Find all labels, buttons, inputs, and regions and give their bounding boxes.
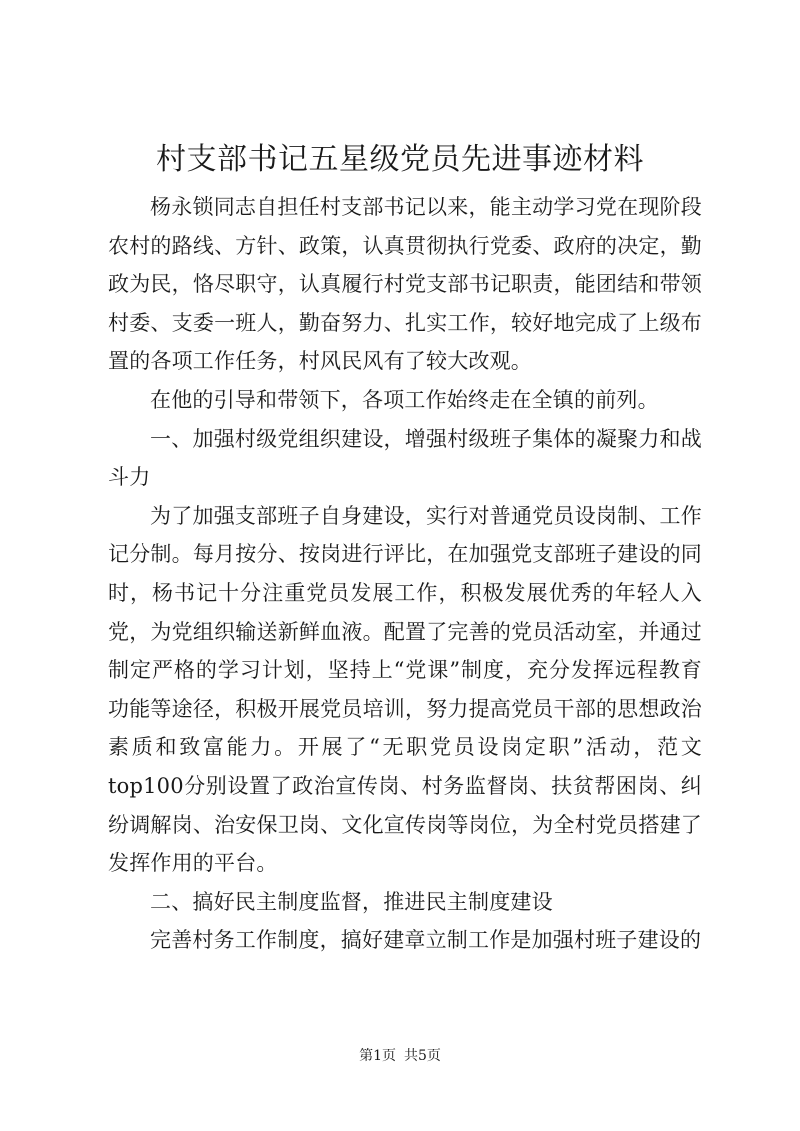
document-title: 村支部书记五星级党员先进事迹材料 <box>156 142 644 177</box>
page-number: 第1页 <box>359 1048 396 1064</box>
paragraph: 杨永锁同志自担任村支部书记以来，能主动学习党在现阶段农村的路线、方针、政策，认真贯彻执行党委、政府的决定，勤政为民，恪尽职守，认真履行村党支部书记职责，能团结和带领村委、支委一班人，勤奋努力、扎实工作，较好地完成了上级布置的各项工作任务，村风民风有了较大改观。 <box>108 195 702 374</box>
page-total: 共5页 <box>404 1048 441 1064</box>
section-heading: 一、加强村级党组织建设，增强村级班子集体的凝聚力和战斗力 <box>108 426 702 490</box>
page-footer <box>0 1046 800 1066</box>
paragraph: 为了加强支部班子自身建设，实行对普通党员设岗制、工作记分制。每月按分、按岗进行评比，在加强党支部班子建设的同时，杨书记十分注重党员发展工作，积极发展优秀的年轻人入党，为党组织输送新鲜血液。配置了完善的党员活动室，并通过制定严格的学习计划，坚持上“党课”制度，充分发挥远程教育功能等途径，积极开展党员培训，努力提高党员干部的思想政治素质和致富能力。开展了“无职党员设岗定职”活动，范文top100分别设置了政治宣传岗、村务监督岗、扶贫帮困岗、纠纷调解岗、治安保卫岗、文化宣传岗等岗位，为全村党员搭建了发挥作用的平台。 <box>108 503 702 876</box>
paragraph: 完善村务工作制度，搞好建章立制工作是加强村班子建设的 <box>150 928 702 953</box>
document-body <box>108 188 702 960</box>
section-heading: 二、搞好民主制度监督，推进民主制度建设 <box>150 889 553 914</box>
paragraph: 在他的引导和带领下，各项工作始终走在全镇的前列。 <box>150 387 659 412</box>
